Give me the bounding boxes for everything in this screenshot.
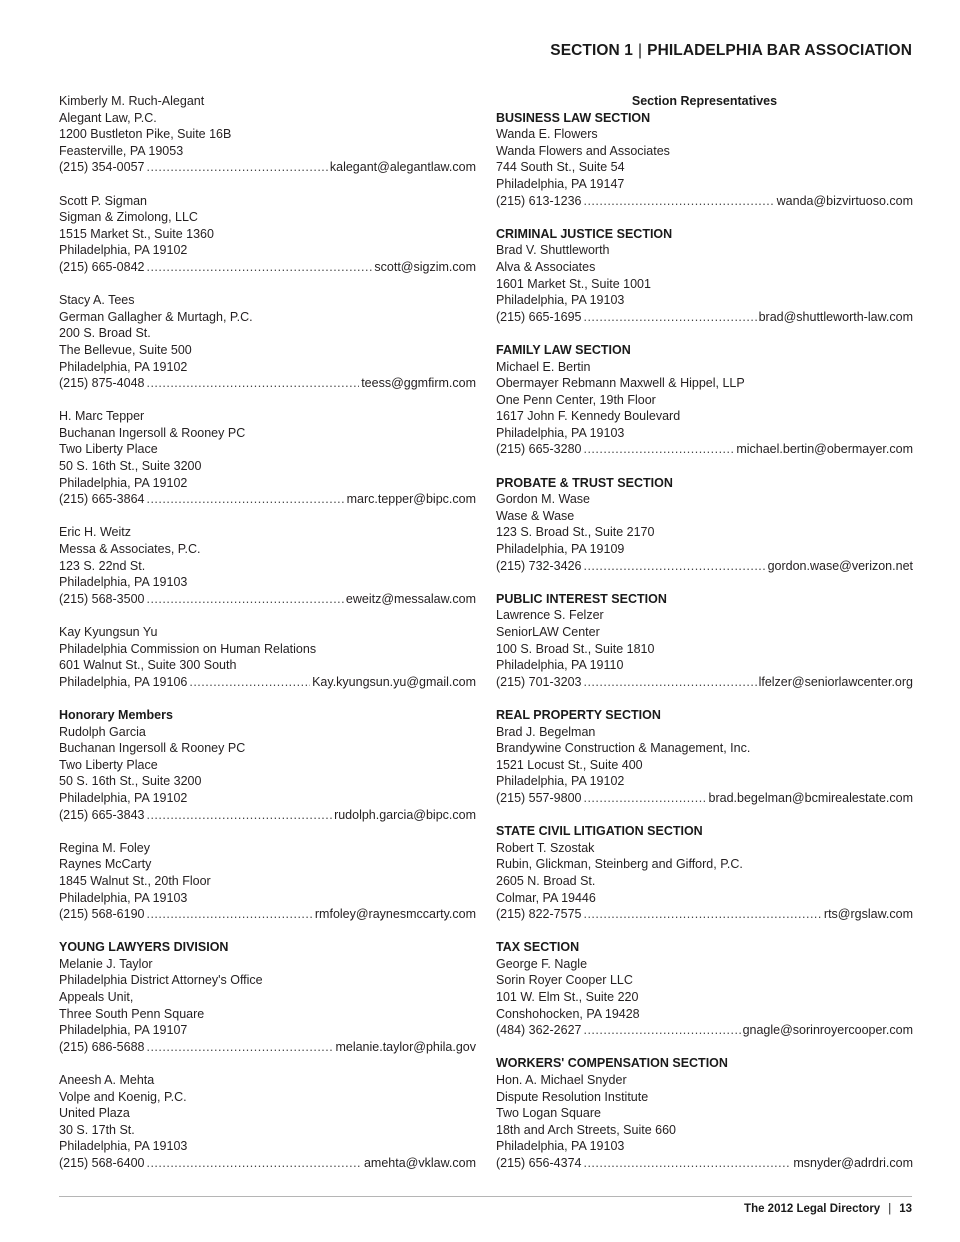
directory-entry [59,292,476,392]
entry-line: Wanda E. Flowers [496,127,598,142]
email-link[interactable]: gordon.wase@verizon.net [767,558,913,573]
contact-line [496,790,913,807]
entry-line: The Bellevue, Suite 500 [59,342,192,357]
entry-line: 50 S. 16th St., Suite 3200 [59,459,202,474]
entry-line: Philadelphia, PA 19110 [496,658,624,673]
entry-line: Philadelphia, PA 19102 [496,774,625,789]
entry-line: Rudolph Garcia [59,724,146,739]
entry-line: Conshohocken, PA 19428 [496,1006,640,1021]
dot-leader [189,674,310,691]
entry-line: Brandywine Construction & Management, Inc. [496,741,751,756]
contact-phone: (215) 701-3203 [496,674,582,689]
directory-entry [59,1072,476,1172]
entry-line: United Plaza [59,1106,130,1121]
entry-line: Wanda Flowers and Associates [496,143,670,158]
entry-line: H. Marc Tepper [59,409,145,424]
contact-phone: (215) 665-3843 [59,807,145,822]
entry-line: 1521 Locust St., Suite 400 [496,757,643,772]
dot-leader [146,159,327,176]
entry-line: 101 W. Elm St., Suite 220 [496,990,639,1005]
entry-line: Colmar, PA 19446 [496,890,596,905]
entry-line: Philadelphia, PA 19102 [59,790,188,805]
section-representatives-list [496,110,913,1172]
entry-line: Philadelphia, PA 19147 [496,176,625,191]
section-heading: BUSINESS LAW SECTION [496,110,651,125]
dot-leader [583,674,756,691]
entry-line: Robert T. Szostak [496,840,595,855]
entry-line: Philadelphia, PA 19102 [59,243,188,258]
left-column [59,93,476,1188]
footer-separator: | [888,1203,892,1215]
entry-line: Gordon M. Wase [496,492,591,507]
entry-line: Philadelphia, PA 19107 [59,1023,188,1038]
entry-line: Philadelphia, PA 19109 [496,542,625,557]
entry-line: Three South Penn Square [59,1006,205,1021]
directory-entry [496,939,913,1039]
footer-publication: The 2012 Legal Directory [744,1203,881,1215]
email-link[interactable]: scott@sigzim.com [374,259,476,274]
entry-line: Eric H. Weitz [59,525,131,540]
entry-line: 1515 Market St., Suite 1360 [59,226,214,241]
entry-line: Philadelphia, PA 19102 [59,475,188,490]
contact-phone: (215) 613-1236 [496,193,582,208]
entry-line: 123 S. Broad St., Suite 2170 [496,525,655,540]
page-header [550,42,912,60]
entry-line: Two Logan Square [496,1106,601,1121]
entry-line: Brad J. Begelman [496,724,596,739]
page-number: 13 [899,1203,912,1215]
section-heading: TAX SECTION [496,940,580,955]
dot-leader [583,193,774,210]
email-link[interactable]: teess@ggmfirm.com [361,376,476,391]
section-heading: FAMILY LAW SECTION [496,342,631,357]
page-footer [744,1203,912,1215]
contact-phone: (215) 568-6400 [59,1156,145,1170]
section-heading: WORKERS' COMPENSATION SECTION [496,1056,728,1071]
contact-phone: (215) 686-5688 [59,1039,145,1054]
dot-leader [583,906,821,923]
contact-phone: (215) 665-3864 [59,492,145,507]
entry-line: Philadelphia, PA 19103 [59,890,188,905]
entry-line: Buchanan Ingersoll & Rooney PC [59,741,246,756]
entry-line: Alva & Associates [496,259,596,274]
directory-entry [496,226,913,326]
entry-line: Appeals Unit, [59,990,134,1005]
entry-line: Obermayer Rebmann Maxwell & Hippel, LLP [496,376,745,391]
dot-leader [146,491,344,508]
contact-phone: (215) 568-3500 [59,591,145,606]
dot-leader [146,906,312,923]
entry-line: Philadelphia, PA 19103 [59,1139,188,1154]
contact-phone: (215) 568-6190 [59,907,145,922]
section-heading: STATE CIVIL LITIGATION SECTION [496,824,703,839]
contact-phone: (484) 362-2627 [496,1023,582,1038]
dot-leader [583,309,756,326]
entry-line: 30 S. 17th St. [59,1122,135,1137]
contact-phone: (215) 822-7575 [496,907,582,922]
entry-line: One Penn Center, 19th Floor [496,392,656,407]
email-link[interactable]: michael.bertin@obermayer.com [736,442,913,457]
dot-leader [583,1022,740,1039]
email-link[interactable]: msnyder@adrdri.com [793,1156,913,1170]
entry-line: Dispute Resolution Institute [496,1089,649,1104]
section-heading: Honorary Members [59,707,173,722]
email-link[interactable]: lfelzer@seniorlawcenter.org [758,674,913,689]
entry-line: 200 S. Broad St. [59,326,151,341]
email-link[interactable]: gnagle@sorinroyercooper.com [742,1023,913,1038]
entry-line: Philadelphia Commission on Human Relations [59,641,317,656]
contact-phone: (215) 557-9800 [496,790,582,805]
email-link[interactable]: melanie.taylor@phila.gov [335,1039,476,1054]
section-heading: CRIMINAL JUSTICE SECTION [496,226,673,241]
directory-entry [496,110,913,210]
contact-line [496,309,913,326]
entry-line: Philadelphia, PA 19103 [59,575,188,590]
entry-line: Kimberly M. Ruch-Alegant [59,94,205,108]
entry-line: Scott P. Sigman [59,193,148,208]
entry-line: German Gallagher & Murtagh, P.C. [59,309,253,324]
entry-line: Sorin Royer Cooper LLC [496,973,633,988]
entry-line: Philadelphia, PA 19103 [496,293,625,308]
contact-phone: (215) 354-0057 [59,160,145,175]
entry-line: 1200 Bustleton Pike, Suite 16B [59,127,232,142]
entry-line: Stacy A. Tees [59,293,135,308]
entry-line: 18th and Arch Streets, Suite 660 [496,1122,676,1137]
dot-leader [583,790,706,807]
contact-phone: (215) 656-4374 [496,1156,582,1170]
contact-phone: (215) 875-4048 [59,376,145,391]
entry-line: Buchanan Ingersoll & Rooney PC [59,425,246,440]
dot-leader [146,1155,361,1172]
directory-entry [496,342,913,458]
dot-leader [583,558,765,575]
directory-entry [59,93,476,176]
header-separator: | [637,42,643,59]
contact-line [496,193,913,210]
entry-line: 50 S. 16th St., Suite 3200 [59,774,202,789]
entry-line: SeniorLAW Center [496,625,600,639]
entry-line: Kay Kyungsun Yu [59,625,158,639]
entry-line: George F. Nagle [496,956,588,971]
entry-line: Sigman & Zimolong, LLC [59,210,198,225]
contact-line [59,159,476,176]
entry-line: 1617 John F. Kennedy Boulevard [496,409,681,424]
entry-line: Lawrence S. Felzer [496,608,604,623]
email-link[interactable]: Kay.kyungsun.yu@gmail.com [312,674,476,689]
right-column [496,93,913,1188]
contact-line [59,906,476,923]
footer-divider [59,1196,912,1197]
contact-line [496,674,913,691]
entry-line: 1845 Walnut St., 20th Floor [59,873,211,888]
entry-line: Philadelphia District Attorney's Office [59,973,263,988]
contact-phone: (215) 732-3426 [496,558,582,573]
entry-line: Alegant Law, P.C. [59,110,157,125]
contact-line [59,674,476,691]
email-link[interactable]: rudolph.garcia@bipc.com [334,807,476,822]
entry-line: Philadelphia, PA 19103 [496,425,625,440]
contact-line [496,1022,913,1039]
entry-line: Philadelphia, PA 19102 [59,359,188,374]
contact-line [59,591,476,608]
contact-line [496,906,913,923]
entry-line: Volpe and Koenig, P.C. [59,1089,187,1104]
contact-line [496,441,913,458]
header-org: PHILADELPHIA BAR ASSOCIATION [647,42,912,59]
directory-entry [59,624,476,690]
entry-line: 1601 Market St., Suite 1001 [496,276,651,291]
entry-line: Messa & Associates, P.C. [59,542,201,557]
email-link[interactable]: brad@shuttleworth-law.com [758,309,913,324]
directory-entry [59,707,476,823]
section-heading: YOUNG LAWYERS DIVISION [59,940,229,955]
directory-entry [59,408,476,508]
contact-line [59,491,476,508]
entry-line: 744 South St., Suite 54 [496,160,625,175]
contact-line [496,1155,913,1172]
entry-line: Two Liberty Place [59,442,158,457]
entry-line: Raynes McCarty [59,857,152,872]
dot-leader [146,259,372,276]
entry-line: Two Liberty Place [59,757,158,772]
contact-line [59,807,476,824]
entry-line: Wase & Wase [496,508,575,523]
entry-line: Hon. A. Michael Snyder [496,1073,627,1088]
email-link[interactable]: wanda@bizvirtuoso.com [776,193,913,208]
section-representatives-title: Section Representatives [631,94,778,108]
contact-line [59,375,476,392]
dot-leader [146,375,359,392]
contact-line [496,558,913,575]
dot-leader [146,807,332,824]
entry-line: Philadelphia, PA 19103 [496,1139,625,1154]
dot-leader [146,1039,333,1056]
dot-leader [583,1155,791,1172]
dot-leader [146,591,343,608]
entry-line: Melanie J. Taylor [59,956,153,971]
contact-line [59,1155,476,1172]
section-heading: REAL PROPERTY SECTION [496,707,661,722]
contact-line [59,259,476,276]
email-link[interactable]: amehta@vklaw.com [363,1156,476,1170]
directory-entry [59,524,476,607]
directory-entry [496,475,913,575]
entry-line: 601 Walnut St., Suite 300 South [59,658,237,673]
entry-line: Brad V. Shuttleworth [496,243,610,258]
contact-phone: (215) 665-0842 [59,259,145,274]
email-link[interactable]: eweitz@messalaw.com [345,591,476,606]
email-link[interactable]: rmfoley@raynesmccarty.com [314,907,476,922]
entry-line: 123 S. 22nd St. [59,558,146,573]
entry-line: 100 S. Broad St., Suite 1810 [496,641,655,656]
entry-line: 2605 N. Broad St. [496,873,596,888]
contact-phone: Philadelphia, PA 19106 [59,674,188,689]
entry-line: Michael E. Bertin [496,359,591,374]
entry-line: Rubin, Glickman, Steinberg and Gifford, P.C. [496,857,743,872]
section-heading: PROBATE & TRUST SECTION [496,475,673,490]
email-link[interactable]: marc.tepper@bipc.com [346,492,476,507]
directory-entry [496,823,913,923]
contact-phone: (215) 665-3280 [496,442,582,457]
entry-line: Feasterville, PA 19053 [59,143,184,158]
directory-entry [59,939,476,1055]
email-link[interactable]: rts@rgslaw.com [823,907,913,922]
directory-entry [59,840,476,923]
contact-line [59,1039,476,1056]
email-link[interactable]: brad.begelman@bcmirealestate.com [708,790,913,805]
directory-entry [496,1055,913,1171]
entry-line: Regina M. Foley [59,840,151,855]
dot-leader [583,441,734,458]
header-section: SECTION 1 [550,42,633,59]
section-heading: PUBLIC INTEREST SECTION [496,591,667,606]
entry-line: Aneesh A. Mehta [59,1073,155,1088]
contact-phone: (215) 665-1695 [496,309,582,324]
directory-entry [496,591,913,691]
directory-entry [496,707,913,807]
email-link[interactable]: kalegant@alegantlaw.com [329,160,476,175]
directory-entry [59,193,476,276]
